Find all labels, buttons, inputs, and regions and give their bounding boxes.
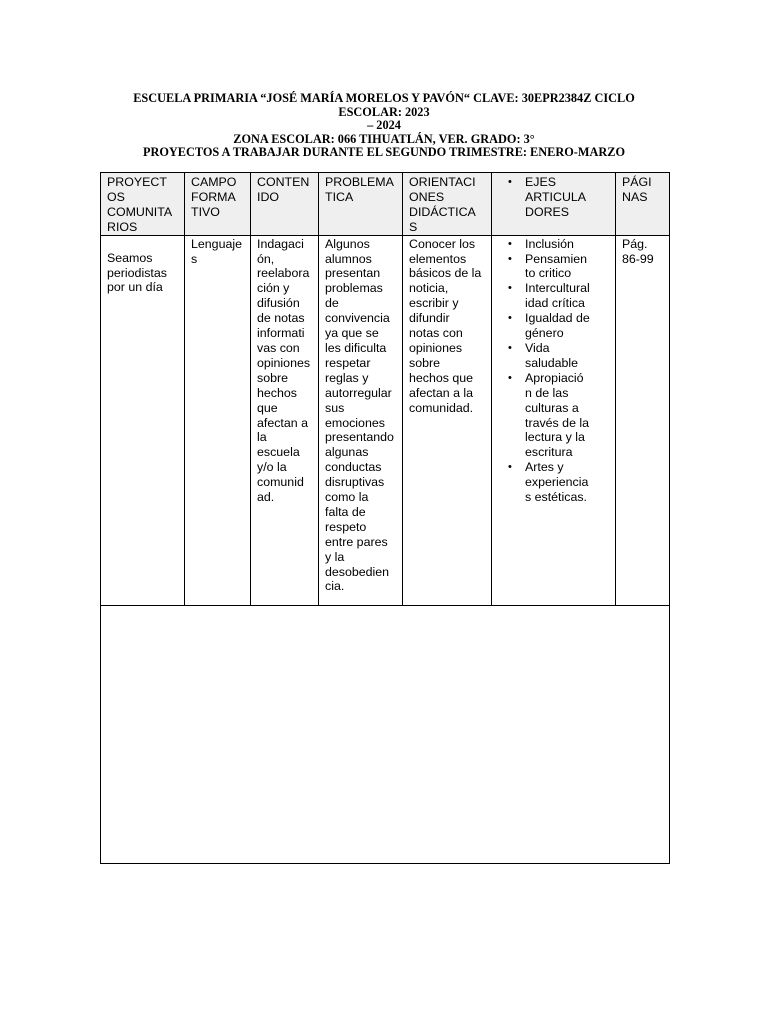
list-item xyxy=(498,341,610,371)
eje-label: Apropiació n de las culturas a través de la lectura y la escritura xyxy=(525,370,590,460)
header-school-line-continued: – 2024 xyxy=(367,118,401,132)
header-orientaciones: ORIENTACI ONES DIDÁCTICA S xyxy=(403,173,492,236)
header-ejes-label: EJES ARTICULA DORES xyxy=(525,175,587,219)
empty-merged-cell xyxy=(101,605,670,863)
bullet-icon: • xyxy=(508,371,512,384)
table-row xyxy=(101,235,670,605)
header-problematica: PROBLEMA TICA xyxy=(319,173,403,236)
cell-campo: Lenguaje s xyxy=(185,235,251,605)
header-ejes-item xyxy=(498,175,610,220)
list-item xyxy=(498,281,610,311)
bullet-icon: • xyxy=(508,461,512,474)
list-item xyxy=(498,311,610,341)
bullet-icon: • xyxy=(508,341,512,354)
header-campo-formativo: CAMPO FORMA TIVO xyxy=(185,173,251,236)
header-paginas: PÁGI NAS xyxy=(616,173,670,236)
header-ejes-articuladores xyxy=(492,173,616,236)
list-item xyxy=(498,252,610,282)
projects-table xyxy=(100,172,670,864)
cell-orientaciones: Conocer los elementos básicos de la noticia, escribir y difundir notas con opiniones sobre hechos que afectan a la comunidad. xyxy=(403,235,492,605)
cell-proyecto: Seamos periodistas por un día xyxy=(101,235,185,605)
header-school-line: ESCUELA PRIMARIA “JOSÉ MARÍA MORELOS Y PAVÓN“ CLAVE: 30EPR2384Z CICLO ESCOLAR: 2023 xyxy=(133,91,635,119)
ejes-list xyxy=(498,237,610,505)
cell-contenido: Indagaci ón, reelabora ción y difusión de notas informati vas con opiniones sobre hechos que afectan a la escuela y/o la comunid ad. xyxy=(251,235,319,605)
header-proyectos: PROYECT OS COMUNITA RIOS xyxy=(101,173,185,236)
bullet-icon: • xyxy=(508,282,512,295)
header-contenido: CONTEN IDO xyxy=(251,173,319,236)
header-projects-line: PROYECTOS A TRABAJAR DURANTE EL SEGUNDO TRIMESTRE: ENERO-MARZO xyxy=(142,145,626,159)
empty-row xyxy=(101,605,670,863)
eje-label: Intercultural idad crítica xyxy=(525,281,590,311)
eje-label: Pensamien to critico xyxy=(525,251,587,281)
list-item xyxy=(498,237,610,252)
eje-label: Vida saludable xyxy=(525,340,579,370)
list-item xyxy=(498,371,610,460)
eje-label: Igualdad de género xyxy=(525,311,590,341)
cell-paginas: Pág. 86-99 xyxy=(616,235,670,605)
document-header xyxy=(100,92,668,160)
table-header-row xyxy=(101,173,670,236)
header-zone-line: ZONA ESCOLAR: 066 TIHUATLÁN, VER. GRADO: 3° xyxy=(233,131,535,146)
list-item xyxy=(498,460,610,505)
eje-label: Artes y experiencia s estéticas. xyxy=(525,460,589,505)
bullet-icon: • xyxy=(508,237,512,250)
cell-problematica: Algunos alumnos presentan problemas de convivencia ya que se les dificulta respetar reglas y autorregular sus emociones presentando algunas conductas disruptivas como la falta de respeto entre pares y la desobedien cia. xyxy=(319,235,403,605)
bullet-icon: • xyxy=(508,312,512,325)
bullet-icon: • xyxy=(508,176,512,188)
cell-ejes xyxy=(492,235,616,605)
bullet-icon: • xyxy=(508,252,512,265)
eje-label: Inclusión xyxy=(525,236,574,251)
